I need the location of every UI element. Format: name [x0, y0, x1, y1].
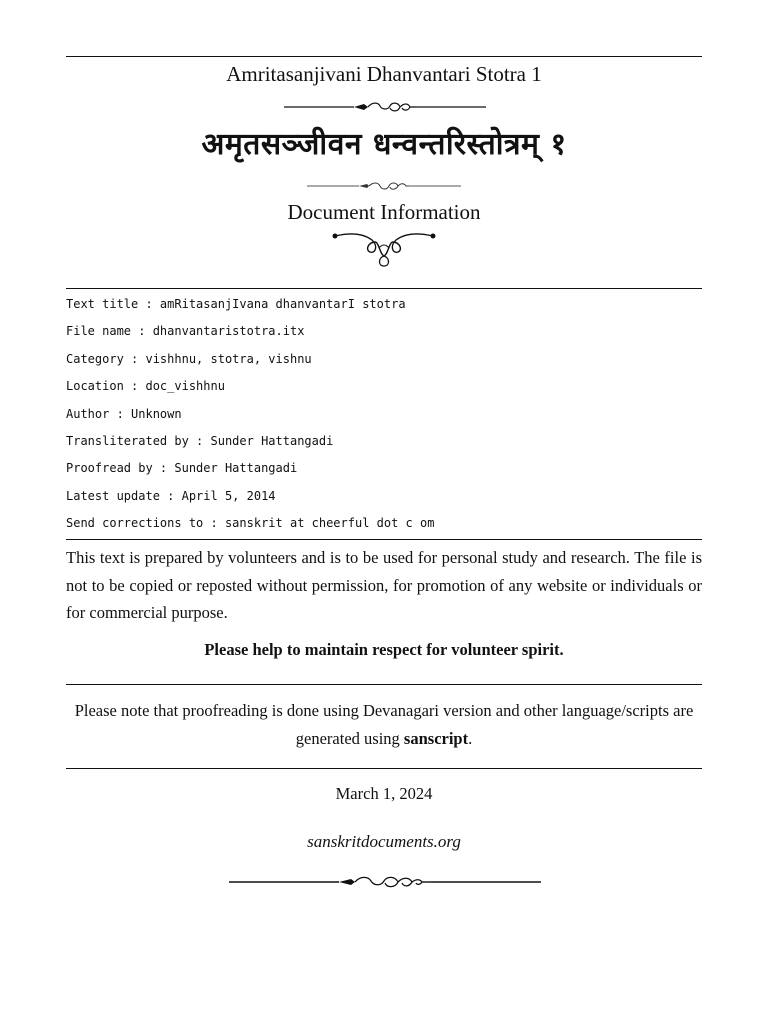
info-latest-update: Latest update : April 5, 2014: [66, 488, 276, 503]
info-file-name: File name : dhanvantaristotra.itx: [66, 324, 305, 339]
page-title-sanskrit: अमृतसञ्जीवन धन्वन्तरिस्तोत्रम् १: [201, 127, 567, 162]
info-author: Author : Unknown: [66, 406, 182, 421]
info-transliterated-by: Transliterated by : Sunder Hattangadi: [66, 433, 334, 448]
title-divider-ornament: [284, 100, 486, 114]
info-category: Category : vishhnu, stotra, vishnu: [66, 351, 312, 366]
volunteer-notice: This text is prepared by volunteers and is to be used for personal study and research. The file is not to be copied or reposted without permission, for promotion of any website or individuals or for commercial purpose.: [66, 548, 702, 622]
proofreading-note-end: .: [468, 728, 473, 748]
small-divider-ornament: [307, 181, 461, 191]
info-send-corrections: Send corrections to : sanskrit at cheerful dot c om: [66, 516, 435, 531]
footer-divider-ornament: [229, 874, 541, 890]
proofreading-note-text: Please note that proofreading is done using Devanagari version and other language/scripts are generated using: [74, 701, 694, 748]
info-proofread-by: Proofread by : Sunder Hattangadi: [66, 461, 298, 476]
respect-message: Please help to maintain respect for volunteer spirit.: [204, 640, 564, 659]
proof-top-rule: [66, 684, 702, 685]
info-location: Location : doc_vishhnu: [66, 379, 225, 394]
flourish-ornament: [332, 228, 436, 268]
info-text-title: Text title : amRitasanjIvana dhanvantarI stotra: [66, 297, 406, 311]
top-rule: [66, 56, 702, 57]
sanscript-emphasis: sanscript: [403, 728, 469, 748]
document-info-list: [66, 296, 702, 543]
info-bottom-rule: [66, 539, 702, 540]
site-name: sanskritdocuments.org: [307, 832, 461, 851]
document-date: March 1, 2024: [335, 784, 433, 803]
info-top-rule: [66, 288, 702, 289]
proofreading-note: [66, 697, 702, 752]
page-title: Amritasanjivani Dhanvantari Stotra 1: [226, 62, 542, 86]
proof-bottom-rule: [66, 768, 702, 769]
section-heading: Document Information: [287, 200, 481, 224]
